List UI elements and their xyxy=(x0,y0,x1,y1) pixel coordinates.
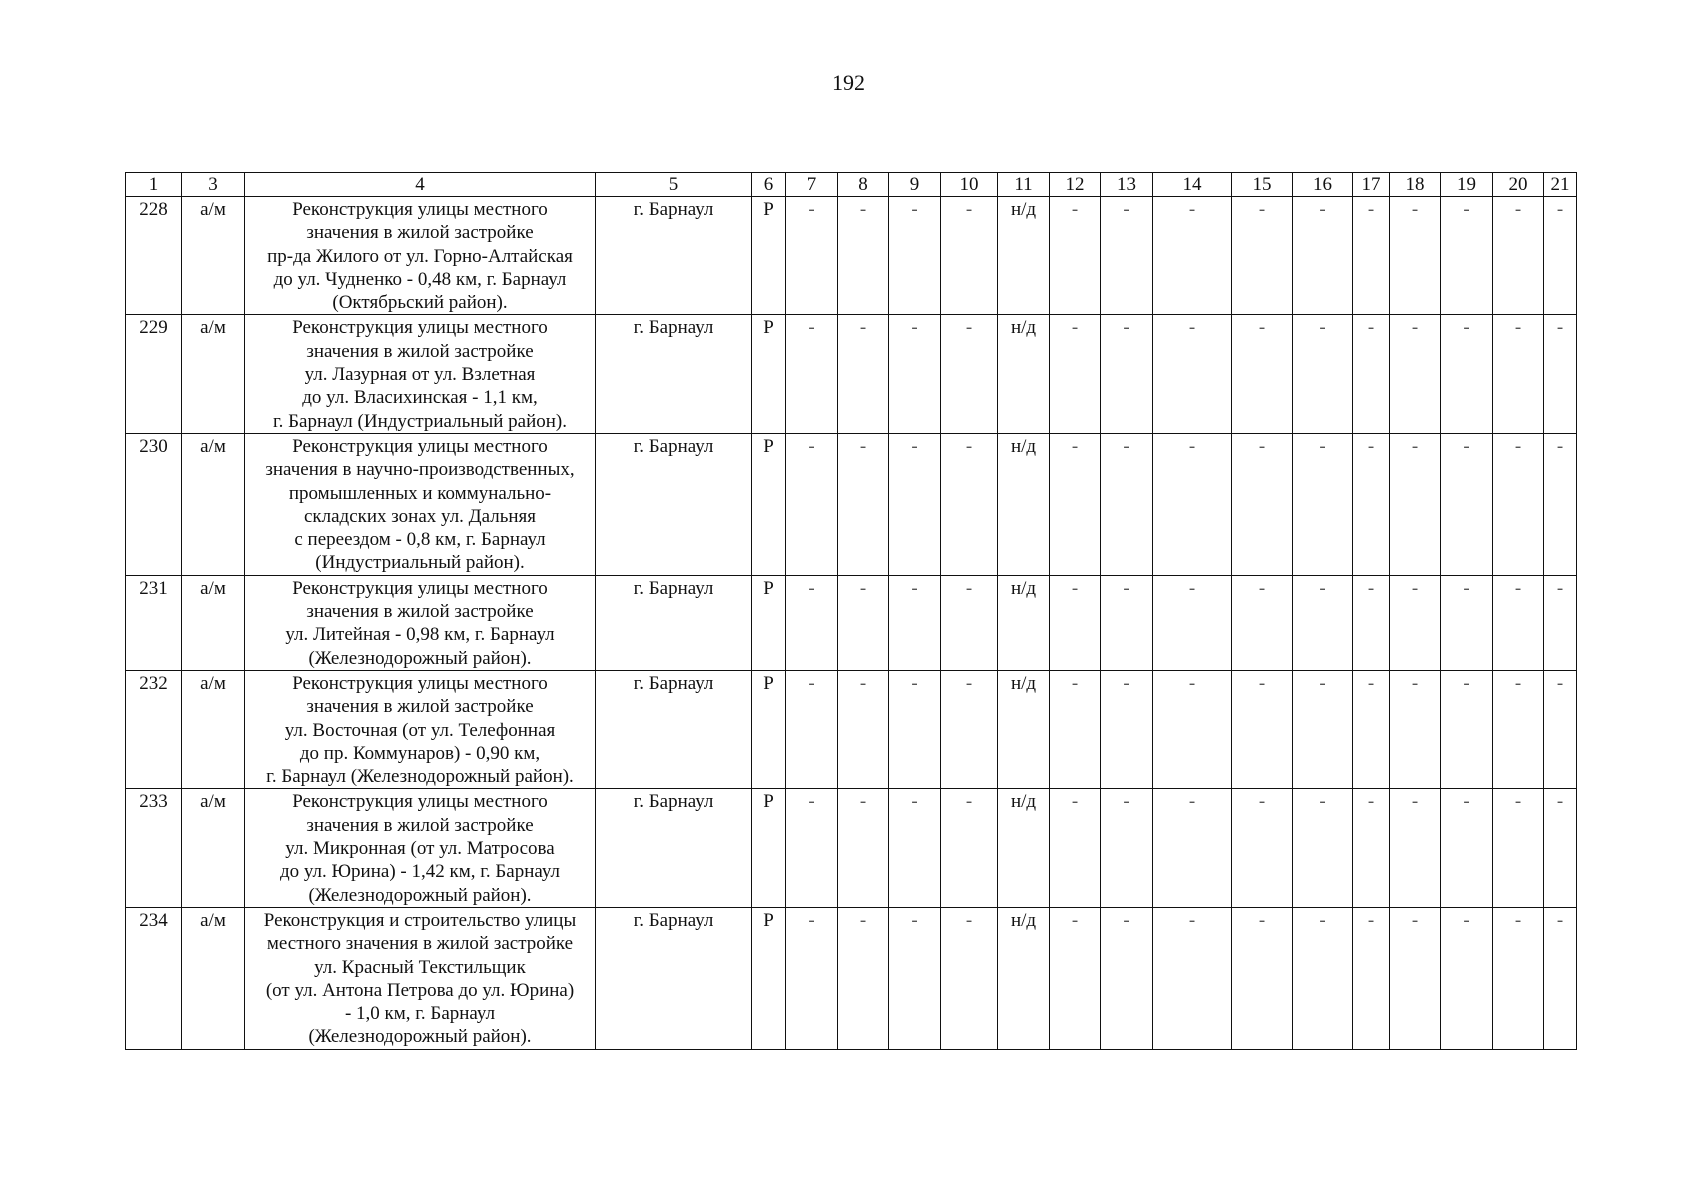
value-cell: - xyxy=(1390,907,1441,1049)
table-row xyxy=(126,197,1577,315)
object-category: Р xyxy=(752,433,786,575)
object-location: г. Барнаул xyxy=(596,575,752,670)
column-number-12: 12 xyxy=(1050,173,1101,197)
table-body xyxy=(126,173,1577,1050)
value-cell: н/д xyxy=(998,575,1050,670)
description-line: г. Барнаул (Железнодорожный район). xyxy=(266,766,574,788)
value-cell: - xyxy=(1441,670,1493,788)
value-cell: - xyxy=(1153,197,1232,315)
value-cell: - xyxy=(1050,670,1101,788)
description-line: значения в жилой застройке xyxy=(306,340,534,362)
value-cell: - xyxy=(1232,789,1293,907)
description-line: пр-да Жилого от ул. Горно-Алтайская xyxy=(267,245,573,267)
column-number-9: 9 xyxy=(889,173,941,197)
value-cell: - xyxy=(1353,575,1390,670)
column-number-20: 20 xyxy=(1493,173,1544,197)
value-cell: - xyxy=(889,789,941,907)
description-line: до ул. Чудненко - 0,48 км, г. Барнаул xyxy=(273,268,567,290)
value-cell: н/д xyxy=(998,197,1050,315)
column-number-16: 16 xyxy=(1293,173,1353,197)
column-number-19: 19 xyxy=(1441,173,1493,197)
value-cell: - xyxy=(889,907,941,1049)
column-number-8: 8 xyxy=(838,173,889,197)
value-cell: - xyxy=(1544,315,1577,433)
value-cell: - xyxy=(1293,907,1353,1049)
value-cell: - xyxy=(889,197,941,315)
value-cell: - xyxy=(1493,315,1544,433)
object-description xyxy=(245,575,596,670)
description-line: складских зонах ул. Дальняя xyxy=(303,505,537,527)
column-number-17: 17 xyxy=(1353,173,1390,197)
value-cell: - xyxy=(1544,907,1577,1049)
table-row xyxy=(126,907,1577,1049)
object-type: а/м xyxy=(182,575,245,670)
value-cell: - xyxy=(1441,315,1493,433)
object-description xyxy=(245,907,596,1049)
value-cell: - xyxy=(1153,907,1232,1049)
description-line: Реконструкция улицы местного xyxy=(292,435,548,457)
object-location: г. Барнаул xyxy=(596,670,752,788)
value-cell: - xyxy=(1050,197,1101,315)
value-cell: - xyxy=(1293,575,1353,670)
description-line: местного значения в жилой застройке xyxy=(266,933,574,955)
value-cell: - xyxy=(1101,575,1153,670)
description-line: Реконструкция и строительство улицы xyxy=(263,909,577,931)
object-location: г. Барнаул xyxy=(596,789,752,907)
register-table xyxy=(125,172,1577,1050)
description-line: (Железнодорожный район). xyxy=(308,647,532,669)
value-cell: - xyxy=(941,670,998,788)
column-number-10: 10 xyxy=(941,173,998,197)
value-cell: - xyxy=(1101,197,1153,315)
value-cell: - xyxy=(1390,315,1441,433)
column-number-3: 3 xyxy=(182,173,245,197)
row-number: 228 xyxy=(126,197,182,315)
description-line: (Октябрьский район). xyxy=(332,292,508,314)
object-type: а/м xyxy=(182,670,245,788)
value-cell: - xyxy=(1493,907,1544,1049)
value-cell: - xyxy=(1232,670,1293,788)
value-cell: - xyxy=(1101,789,1153,907)
column-number-5: 5 xyxy=(596,173,752,197)
table-row xyxy=(126,433,1577,575)
value-cell: - xyxy=(1441,575,1493,670)
object-description xyxy=(245,670,596,788)
value-cell: - xyxy=(1353,433,1390,575)
column-number-11: 11 xyxy=(998,173,1050,197)
column-number-7: 7 xyxy=(786,173,838,197)
description-line: до пр. Коммунаров) - 0,90 км, xyxy=(299,742,541,764)
object-description xyxy=(245,315,596,433)
value-cell: - xyxy=(1493,670,1544,788)
object-category: Р xyxy=(752,315,786,433)
object-type: а/м xyxy=(182,197,245,315)
object-type: а/м xyxy=(182,433,245,575)
value-cell: н/д xyxy=(998,433,1050,575)
value-cell: - xyxy=(889,670,941,788)
column-number-13: 13 xyxy=(1101,173,1153,197)
description-line: значения в жилой застройке xyxy=(306,696,534,718)
object-type: а/м xyxy=(182,315,245,433)
value-cell: - xyxy=(1232,575,1293,670)
table-row xyxy=(126,575,1577,670)
value-cell: - xyxy=(1441,433,1493,575)
description-line: (Индустриальный район). xyxy=(315,552,525,574)
description-line: (Железнодорожный район). xyxy=(308,1026,532,1048)
value-cell: - xyxy=(941,315,998,433)
value-cell: - xyxy=(1153,789,1232,907)
table-row xyxy=(126,789,1577,907)
value-cell: - xyxy=(838,789,889,907)
value-cell: - xyxy=(838,575,889,670)
object-location: г. Барнаул xyxy=(596,197,752,315)
description-line: Реконструкция улицы местного xyxy=(292,317,548,339)
row-number: 229 xyxy=(126,315,182,433)
value-cell: - xyxy=(1153,575,1232,670)
value-cell: - xyxy=(1441,197,1493,315)
object-location: г. Барнаул xyxy=(596,433,752,575)
column-number-1: 1 xyxy=(126,173,182,197)
row-number: 230 xyxy=(126,433,182,575)
column-number-4: 4 xyxy=(245,173,596,197)
object-type: а/м xyxy=(182,907,245,1049)
object-description xyxy=(245,789,596,907)
value-cell: - xyxy=(1050,575,1101,670)
table-row xyxy=(126,315,1577,433)
value-cell: - xyxy=(786,907,838,1049)
value-cell: - xyxy=(1353,789,1390,907)
value-cell: - xyxy=(1390,670,1441,788)
description-line: значения в жилой застройке xyxy=(306,814,534,836)
value-cell: н/д xyxy=(998,315,1050,433)
description-line: г. Барнаул (Индустриальный район). xyxy=(273,410,567,432)
value-cell: - xyxy=(1544,197,1577,315)
value-cell: - xyxy=(1153,315,1232,433)
value-cell: - xyxy=(786,670,838,788)
object-description xyxy=(245,433,596,575)
row-number: 231 xyxy=(126,575,182,670)
row-number: 232 xyxy=(126,670,182,788)
value-cell: - xyxy=(838,907,889,1049)
value-cell: - xyxy=(1232,907,1293,1049)
value-cell: - xyxy=(1293,315,1353,433)
description-line: ул. Лазурная от ул. Взлетная xyxy=(304,364,536,386)
row-number: 233 xyxy=(126,789,182,907)
row-number: 234 xyxy=(126,907,182,1049)
value-cell: - xyxy=(941,789,998,907)
value-cell: - xyxy=(1390,197,1441,315)
value-cell: - xyxy=(786,433,838,575)
description-line: ул. Восточная (от ул. Телефонная xyxy=(284,719,556,741)
description-line: значения в научно-производственных, xyxy=(265,459,575,481)
value-cell: - xyxy=(1544,575,1577,670)
value-cell: - xyxy=(1353,907,1390,1049)
value-cell: - xyxy=(1050,789,1101,907)
value-cell: - xyxy=(1050,907,1101,1049)
object-description xyxy=(245,197,596,315)
value-cell: - xyxy=(786,789,838,907)
table-row xyxy=(126,670,1577,788)
value-cell: - xyxy=(1232,315,1293,433)
value-cell: - xyxy=(1293,789,1353,907)
value-cell: - xyxy=(1493,197,1544,315)
value-cell: - xyxy=(838,197,889,315)
value-cell: - xyxy=(786,315,838,433)
value-cell: - xyxy=(941,575,998,670)
value-cell: - xyxy=(941,907,998,1049)
object-type: а/м xyxy=(182,789,245,907)
object-category: Р xyxy=(752,670,786,788)
value-cell: - xyxy=(1353,315,1390,433)
column-number-row xyxy=(126,173,1577,197)
description-line: - 1,0 км, г. Барнаул xyxy=(344,1003,496,1025)
value-cell: - xyxy=(838,433,889,575)
value-cell: - xyxy=(1390,575,1441,670)
value-cell: - xyxy=(1353,670,1390,788)
object-category: Р xyxy=(752,907,786,1049)
value-cell: - xyxy=(1101,315,1153,433)
value-cell: - xyxy=(1293,197,1353,315)
description-line: ул. Литейная - 0,98 км, г. Барнаул xyxy=(285,624,555,646)
object-category: Р xyxy=(752,789,786,907)
value-cell: - xyxy=(941,433,998,575)
description-line: промышленных и коммунально- xyxy=(288,482,552,504)
value-cell: - xyxy=(1390,789,1441,907)
description-line: до ул. Юрина) - 1,42 км, г. Барнаул xyxy=(279,861,561,883)
value-cell: - xyxy=(889,575,941,670)
column-number-14: 14 xyxy=(1153,173,1232,197)
column-number-15: 15 xyxy=(1232,173,1293,197)
value-cell: - xyxy=(1441,907,1493,1049)
description-line: Реконструкция улицы местного xyxy=(292,577,548,599)
description-line: с переездом - 0,8 км, г. Барнаул xyxy=(294,529,546,551)
value-cell: - xyxy=(1293,670,1353,788)
value-cell: - xyxy=(838,315,889,433)
value-cell: - xyxy=(1101,433,1153,575)
description-line: значения в жилой застройке xyxy=(306,601,534,623)
value-cell: - xyxy=(1390,433,1441,575)
page-number: 192 xyxy=(832,70,865,95)
value-cell: н/д xyxy=(998,907,1050,1049)
description-line: Реконструкция улицы местного xyxy=(292,791,548,813)
description-line: значения в жилой застройке xyxy=(306,222,534,244)
description-line: Реконструкция улицы местного xyxy=(292,199,548,220)
value-cell: - xyxy=(786,197,838,315)
value-cell: - xyxy=(786,575,838,670)
description-line: до ул. Власихинская - 1,1 км, xyxy=(302,387,538,409)
description-line: (от ул. Антона Петрова до ул. Юрина) xyxy=(265,979,575,1001)
object-location: г. Барнаул xyxy=(596,907,752,1049)
description-line: ул. Микронная (от ул. Матросова xyxy=(285,838,555,860)
value-cell: - xyxy=(1293,433,1353,575)
value-cell: - xyxy=(1101,907,1153,1049)
value-cell: - xyxy=(941,197,998,315)
value-cell: - xyxy=(1101,670,1153,788)
value-cell: - xyxy=(1353,197,1390,315)
value-cell: - xyxy=(1544,789,1577,907)
column-number-21: 21 xyxy=(1544,173,1577,197)
value-cell: н/д xyxy=(998,670,1050,788)
description-line: Реконструкция улицы местного xyxy=(292,672,548,694)
value-cell: - xyxy=(1050,315,1101,433)
value-cell: - xyxy=(1232,433,1293,575)
value-cell: - xyxy=(1544,670,1577,788)
value-cell: - xyxy=(1153,433,1232,575)
value-cell: - xyxy=(1232,197,1293,315)
value-cell: - xyxy=(1493,575,1544,670)
value-cell: - xyxy=(1544,433,1577,575)
value-cell: н/д xyxy=(998,789,1050,907)
description-line: ул. Красный Текстильщик xyxy=(314,956,526,978)
value-cell: - xyxy=(838,670,889,788)
object-category: Р xyxy=(752,197,786,315)
column-number-6: 6 xyxy=(752,173,786,197)
value-cell: - xyxy=(889,315,941,433)
value-cell: - xyxy=(1050,433,1101,575)
value-cell: - xyxy=(1153,670,1232,788)
column-number-18: 18 xyxy=(1390,173,1441,197)
object-category: Р xyxy=(752,575,786,670)
object-location: г. Барнаул xyxy=(596,315,752,433)
description-line: (Железнодорожный район). xyxy=(308,884,532,906)
value-cell: - xyxy=(889,433,941,575)
value-cell: - xyxy=(1493,789,1544,907)
value-cell: - xyxy=(1493,433,1544,575)
value-cell: - xyxy=(1441,789,1493,907)
